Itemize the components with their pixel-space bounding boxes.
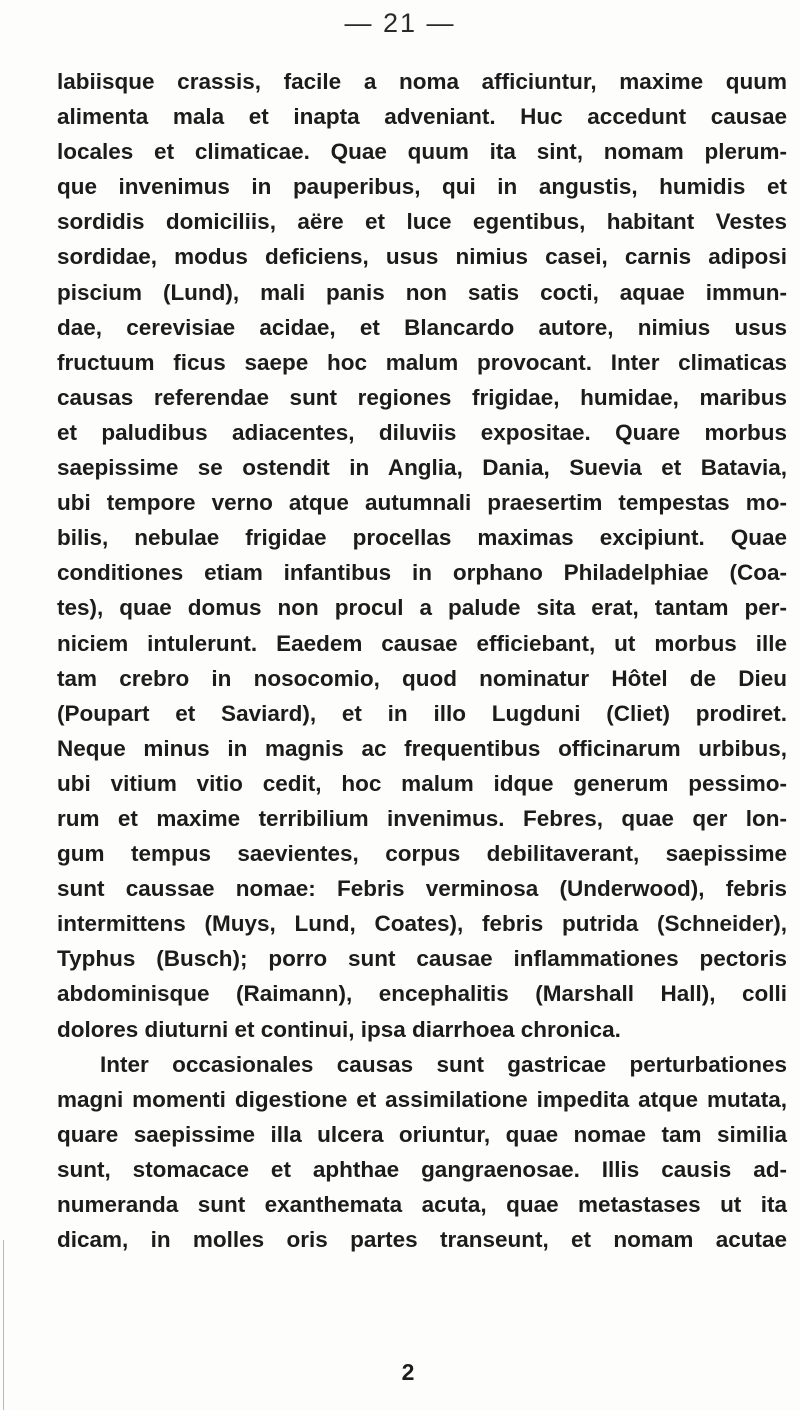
- text-line: rum et maxime terribilium invenimus. Febres, quae qer lon-: [57, 805, 787, 831]
- text-line: Typhus (Busch); porro sunt causae inflammationes pectoris: [57, 946, 787, 972]
- signature-mark: 2: [401, 1359, 415, 1385]
- text-line: alimenta mala et inapta adveniant. Huc accedunt causae: [57, 104, 787, 130]
- text-line: ubi tempore verno atque autumnali praesertim tempestas mo-: [57, 490, 787, 516]
- text-line: causas referendae sunt regiones frigidae, humidae, maribus: [57, 384, 787, 410]
- text-line: abdominisque (Raimann), encephalitis (Marshall Hall), colli: [57, 981, 787, 1007]
- text-line: conditiones etiam infantibus in orphano Philadelphiae (Coa-: [57, 560, 787, 586]
- text-line: et paludibus adiacentes, diluviis expositae. Quare morbus: [57, 419, 787, 445]
- text-line: sunt caussae nomae: Febris verminosa (Underwood), febris: [57, 876, 787, 902]
- paragraph-end-line: dolores diuturni et continui, ipsa diarrhoea chronica.: [57, 1016, 621, 1042]
- text-line: tes), quae domus non procul a palude sita erat, tantam per-: [57, 595, 787, 621]
- text-line: sordidae, modus deficiens, usus nimius casei, carnis adiposi: [57, 244, 787, 270]
- text-line: Neque minus in magnis ac frequentibus officinarum urbibus,: [57, 735, 787, 761]
- text-line: magni momenti digestione et assimilatione impedita atque mutata,: [57, 1086, 787, 1112]
- page-edge-shadow: [3, 1240, 4, 1410]
- text-line: piscium (Lund), mali panis non satis cocti, aquae immun-: [57, 279, 787, 305]
- text-line: quare saepissime illa ulcera oriuntur, quae nomae tam similia: [57, 1121, 787, 1147]
- paragraph-start-line: Inter occasionales causas sunt gastricae perturbationes: [100, 1051, 787, 1077]
- text-line: bilis, nebulae frigidae procellas maximas excipiunt. Quae: [57, 525, 787, 551]
- text-line: numeranda sunt exanthemata acuta, quae metastases ut ita: [57, 1192, 787, 1217]
- text-line: que invenimus in pauperibus, qui in angustis, humidis et: [57, 174, 787, 200]
- text-line: saepissime se ostendit in Anglia, Dania, Suevia et Batavia,: [57, 455, 787, 481]
- page-number-header: — 21 —: [344, 8, 456, 38]
- text-line: fructuum ficus saepe hoc malum provocant. Inter climaticas: [57, 349, 787, 375]
- text-line: ubi vitium vitio cedit, hoc malum idque generum pessimo-: [57, 770, 787, 796]
- text-line: (Poupart et Saviard), et in illo Lugduni (Cliet) prodiret.: [57, 700, 787, 726]
- text-line: sordidis domiciliis, aëre et luce egentibus, habitant Vestes: [57, 209, 787, 235]
- text-line: tam crebro in nosocomio, quod nominatur Hôtel de Dieu: [57, 665, 787, 691]
- body-text: [57, 64, 787, 1257]
- text-line: dae, cerevisiae acidae, et Blancardo autore, nimius usus: [57, 314, 787, 340]
- text-line: labiisque crassis, facile a noma afficiuntur, maxime quum: [57, 69, 787, 94]
- text-line: dicam, in molles oris partes transeunt, et nomam acutae: [57, 1227, 787, 1253]
- text-line: locales et climaticae. Quae quum ita sint, nomam plerum-: [57, 139, 787, 165]
- text-line: niciem intulerunt. Eaedem causae efficiebant, ut morbus ille: [57, 630, 787, 656]
- text-line: sunt, stomacace et aphthae gangraenosae. Illis causis ad-: [57, 1156, 787, 1182]
- text-line: intermittens (Muys, Lund, Coates), febris putrida (Schneider),: [57, 911, 787, 937]
- text-line: gum tempus saevientes, corpus debilitaverant, saepissime: [57, 841, 787, 867]
